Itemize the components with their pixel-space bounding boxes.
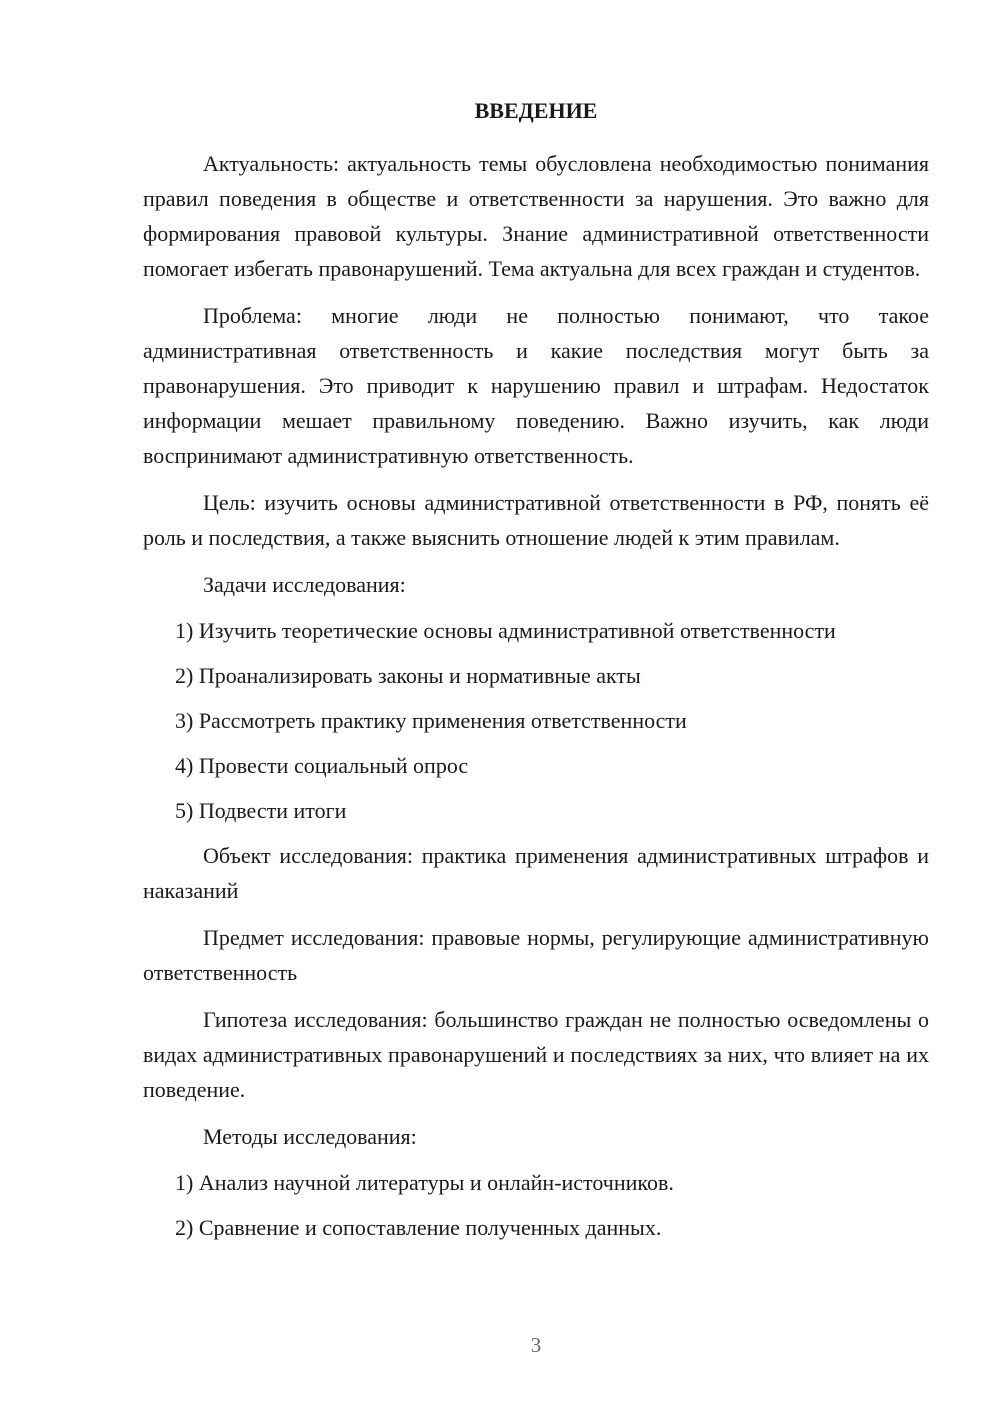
list-item: 1) Изучить теоретические основы административной ответственности bbox=[175, 618, 836, 643]
document-page bbox=[143, 96, 929, 1255]
list-item: 1) Анализ научной литературы и онлайн-источников. bbox=[175, 1170, 674, 1195]
subject-paragraph: Предмет исследования: правовые нормы, регулирующие административную ответственность bbox=[143, 925, 929, 985]
methods-heading: Методы исследования: bbox=[203, 1124, 417, 1149]
goal-paragraph: Цель: изучить основы административной ответственности в РФ, понять её роль и последствия, а также выяснить отношение людей к этим правилам. bbox=[143, 490, 929, 550]
list-item: 5) Подвести итоги bbox=[175, 798, 347, 823]
list-item: 4) Провести социальный опрос bbox=[175, 753, 469, 778]
list-item: 2) Проанализировать законы и нормативные акты bbox=[175, 663, 641, 688]
hypothesis-paragraph: Гипотеза исследования: большинство граждан не полностью осведомлены о видах административных правонарушений и последствиях за них, что влияет на их поведение. bbox=[143, 1007, 929, 1102]
tasks-list bbox=[143, 613, 929, 828]
object-paragraph: Объект исследования: практика применения административных штрафов и наказаний bbox=[143, 843, 929, 903]
tasks-heading: Задачи исследования: bbox=[203, 572, 406, 597]
page-title: ВВЕДЕНИЕ bbox=[474, 98, 598, 123]
list-item: 3) Рассмотреть практику применения ответственности bbox=[175, 708, 687, 733]
relevance-paragraph: Актуальность: актуальность темы обусловлена необходимостью понимания правил поведения в обществе и ответственности за нарушения. Это важно для формирования правовой культуры. Знание административной ответственности помогает избегать правонарушений. Тема актуальна для всех граждан и студентов. bbox=[143, 151, 929, 281]
problem-paragraph: Проблема: многие люди не полностью понимают, что такое административная ответственность и какие последствия могут быть за правонарушения. Это приводит к нарушению правил и штрафам. Недостаток информации мешает правильному поведению. Важно изучить, как люди воспринимают административную ответственность. bbox=[143, 303, 929, 468]
methods-list bbox=[143, 1165, 929, 1245]
list-item: 2) Сравнение и сопоставление полученных данных. bbox=[175, 1215, 662, 1240]
page-number: 3 bbox=[530, 1333, 542, 1357]
